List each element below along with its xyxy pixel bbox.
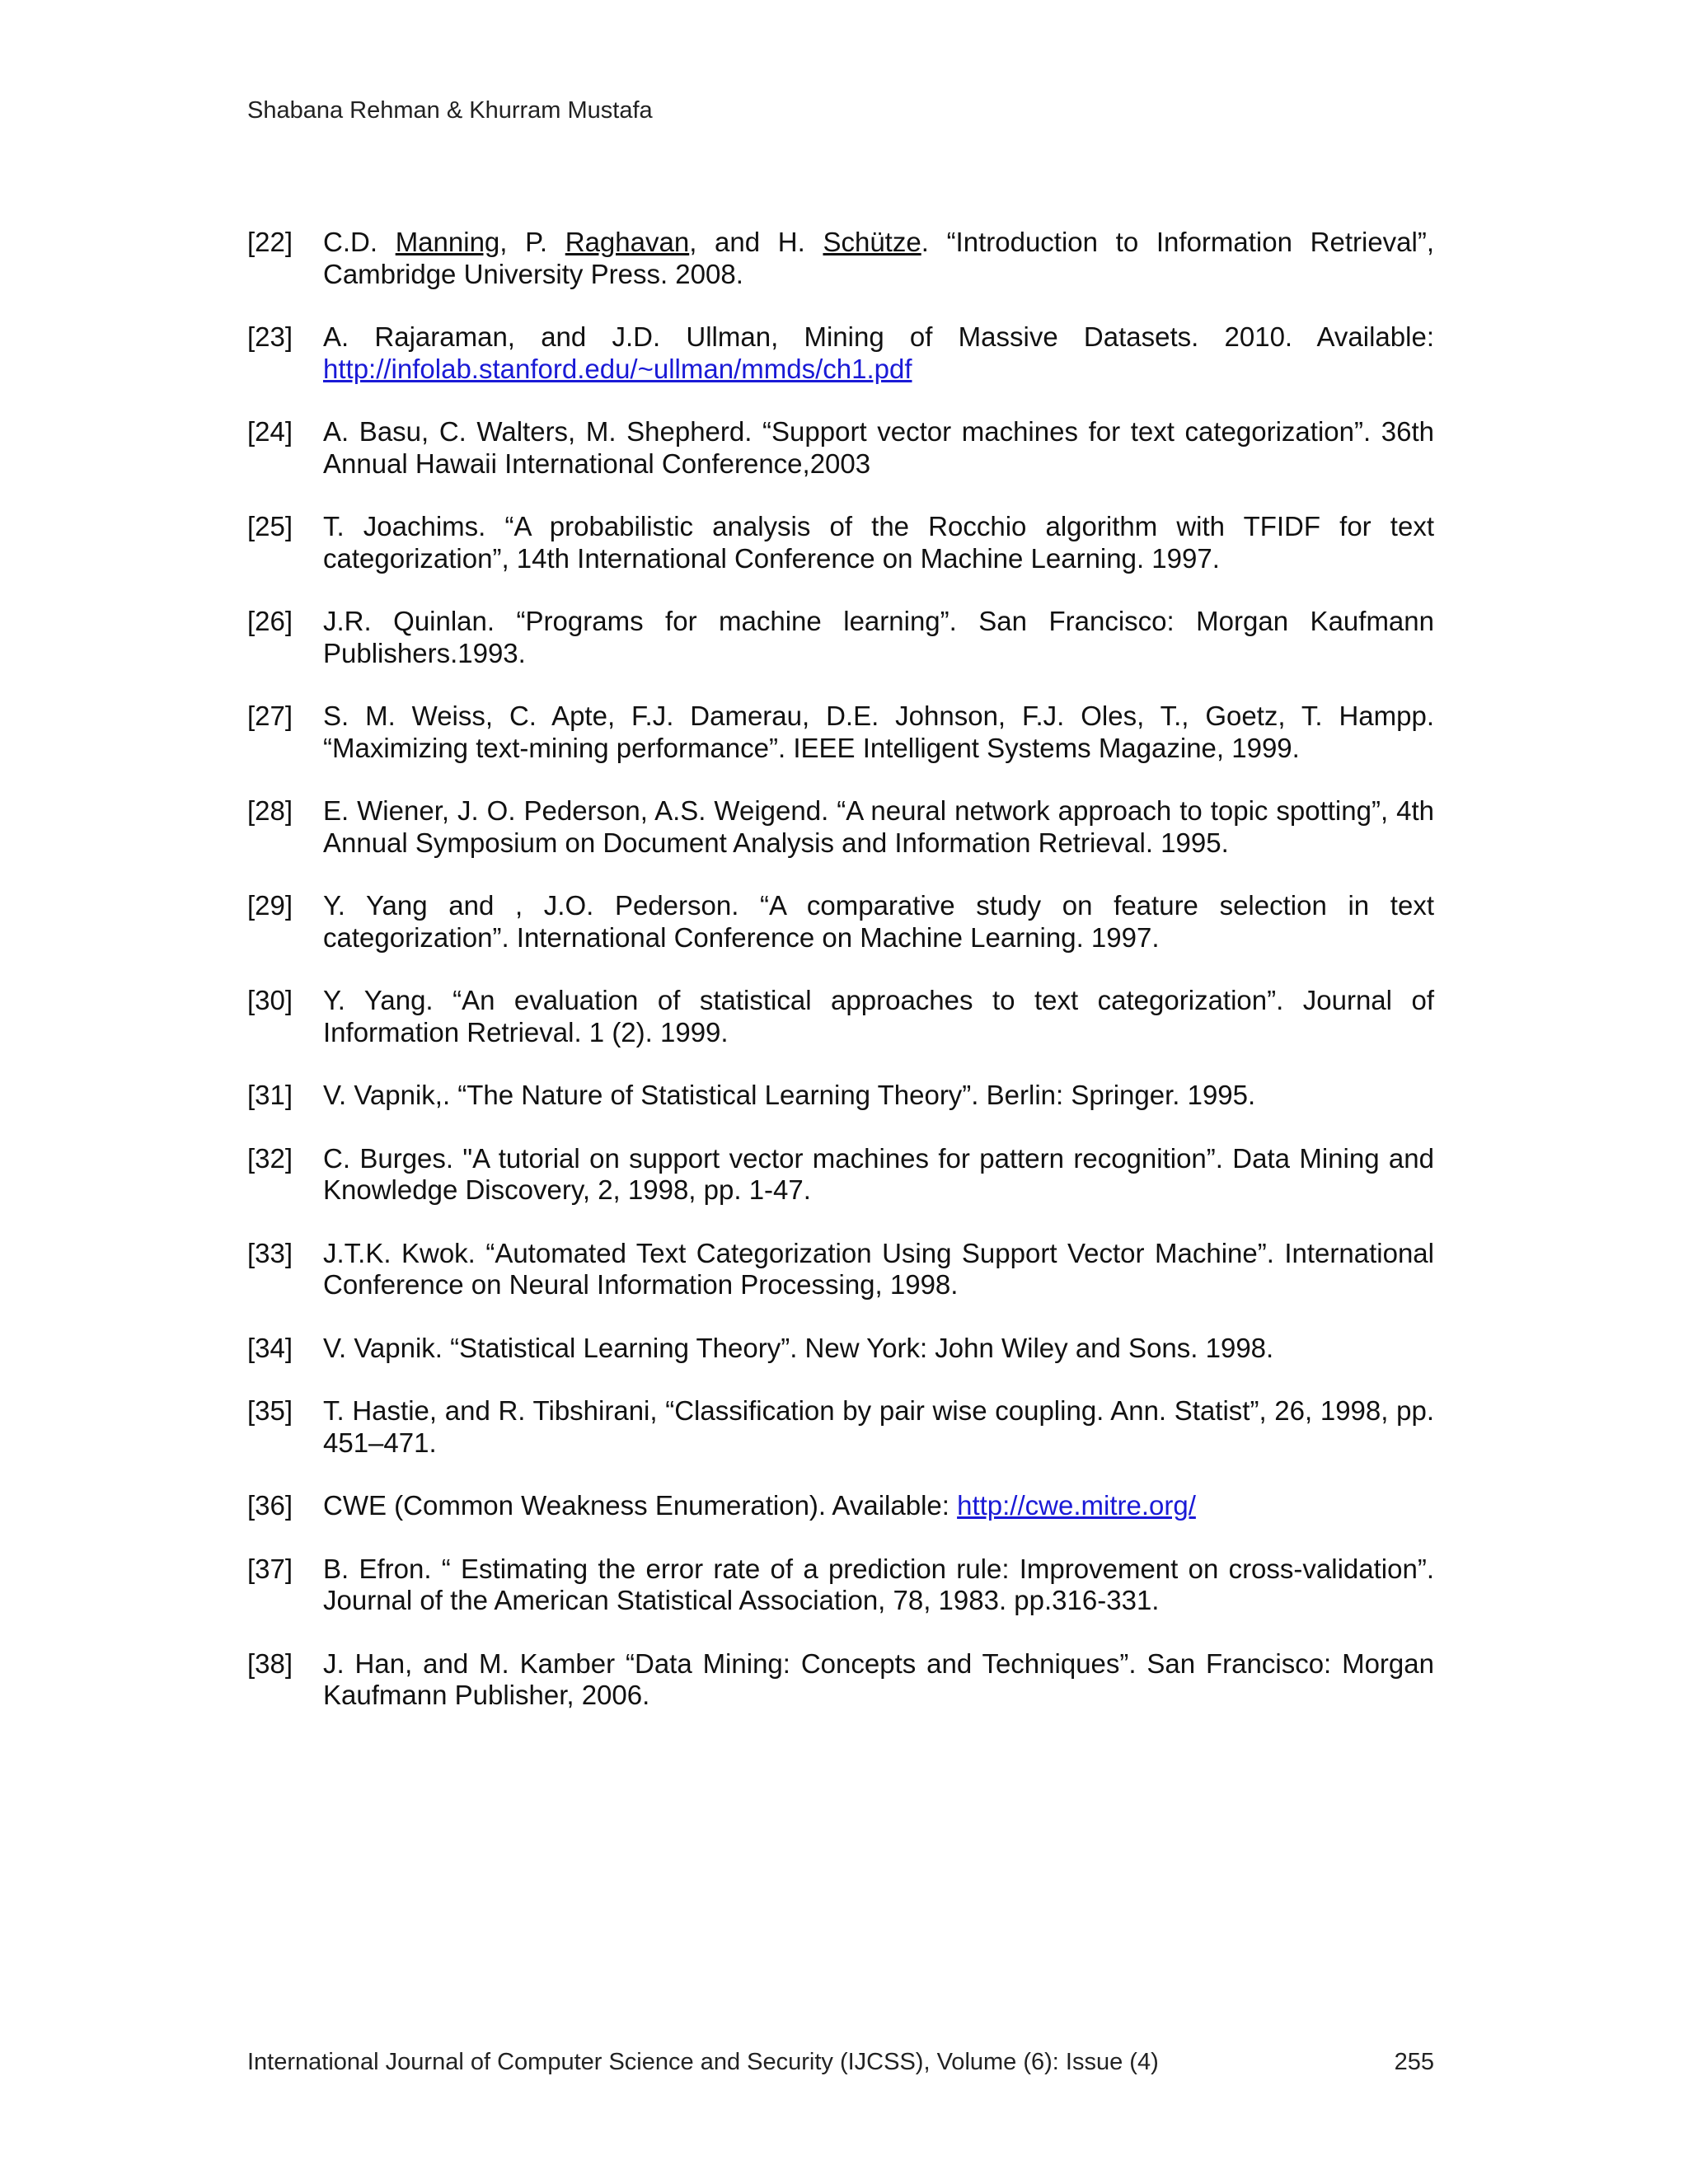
reference-text-segment: C.D. <box>323 227 396 257</box>
reference-item <box>247 1080 1434 1112</box>
reference-number: [23] <box>247 321 293 352</box>
reference-item <box>247 985 1434 1048</box>
reference-text-segment: , P. <box>499 227 565 257</box>
reference-text <box>323 321 1434 385</box>
running-footer <box>247 2047 1434 2077</box>
reference-item <box>247 1143 1434 1207</box>
reference-item <box>247 1490 1434 1522</box>
reference-item <box>247 1333 1434 1365</box>
reference-text <box>323 1333 1434 1365</box>
reference-link[interactable]: http://cwe.mitre.org/ <box>957 1490 1196 1521</box>
running-header <box>247 96 653 125</box>
reference-text <box>323 1490 1434 1522</box>
reference-text <box>323 985 1434 1048</box>
reference-number: [35] <box>247 1395 293 1426</box>
reference-item <box>247 1238 1434 1301</box>
reference-text-segment: V. Vapnik. “Statistical Learning Theory”. New York: John Wiley and Sons. 1998. <box>323 1332 1274 1363</box>
reference-text <box>323 701 1434 764</box>
reference-item <box>247 1648 1434 1712</box>
reference-number: [26] <box>247 606 293 636</box>
underlined-author: Schütze <box>823 227 921 257</box>
reference-number: [34] <box>247 1332 293 1363</box>
reference-number: [28] <box>247 795 293 826</box>
reference-text <box>323 606 1434 669</box>
reference-text-segment: Y. Yang. “An evaluation of statistical approaches to text categorization”. Journal of Information Retrieval. 1 (2). 1999. <box>323 985 1434 1047</box>
page-number: 255 <box>1394 2049 1434 2075</box>
reference-number: [25] <box>247 511 293 541</box>
reference-text-segment: E. Wiener, J. O. Pederson, A.S. Weigend. “A neural network approach to topic spotting”, 4th Annual Symposium on Document Analysis and Information Retrieval. 1995. <box>323 795 1434 858</box>
reference-item <box>247 416 1434 480</box>
reference-text <box>323 1143 1434 1207</box>
reference-text <box>323 1238 1434 1301</box>
reference-item <box>247 701 1434 764</box>
reference-item <box>247 227 1434 290</box>
reference-text-segment: J.T.K. Kwok. “Automated Text Categorization Using Support Vector Machine”. International Conference on Neural Information Processing, 1998. <box>323 1237 1434 1300</box>
reference-number: [32] <box>247 1142 293 1174</box>
header-authors: Shabana Rehman & Khurram Mustafa <box>247 97 653 124</box>
reference-text-segment: C. Burges. "A tutorial on support vector machines for pattern recognition”. Data Mining and Knowledge Discovery, 2, 1998, pp. 1-47. <box>323 1142 1434 1205</box>
reference-number: [37] <box>247 1553 293 1584</box>
reference-text-segment: J. Han, and M. Kamber “Data Mining: Concepts and Techniques”. San Francisco: Morgan Kaufmann Publisher, 2006. <box>323 1647 1434 1710</box>
reference-text-segment: , and H. <box>689 227 823 257</box>
reference-text-segment: B. Efron. “ Estimating the error rate of a prediction rule: Improvement on cross-validation”. Journal of the American Statistical Association, 78, 1983. pp.316-331. <box>323 1553 1434 1615</box>
reference-link[interactable]: http://infolab.stanford.edu/~ullman/mmds/ch1.pdf <box>323 353 912 384</box>
reference-text-segment: A. Basu, C. Walters, M. Shepherd. “Support vector machines for text categorization”. 36th Annual Hawaii International Conference,2003 <box>323 416 1434 479</box>
reference-text-segment: CWE (Common Weakness Enumeration). Available: <box>323 1490 958 1521</box>
reference-number: [30] <box>247 985 293 1015</box>
reference-text <box>323 890 1434 954</box>
reference-number: [38] <box>247 1647 293 1679</box>
reference-text <box>323 795 1434 859</box>
reference-text <box>323 227 1434 290</box>
reference-text <box>323 416 1434 480</box>
reference-text <box>323 1648 1434 1712</box>
reference-list <box>247 227 1434 1743</box>
underlined-author: Raghavan <box>565 227 690 257</box>
reference-number: [27] <box>247 701 293 731</box>
reference-item <box>247 890 1434 954</box>
reference-text-segment: J.R. Quinlan. “Programs for machine learning”. San Francisco: Morgan Kaufmann Publishers.1993. <box>323 606 1434 668</box>
reference-text <box>323 511 1434 574</box>
reference-text-segment: Y. Yang and , J.O. Pederson. “A comparative study on feature selection in text categorization”. International Conference on Machine Learning. 1997. <box>323 890 1434 953</box>
underlined-author: Manning <box>395 227 500 257</box>
reference-text <box>323 1080 1434 1112</box>
reference-number: [31] <box>247 1080 293 1110</box>
reference-text-segment: T. Joachims. “A probabilistic analysis of the Rocchio algorithm with TFIDF for text categorization”, 14th International Conference on Machine Learning. 1997. <box>323 511 1434 574</box>
reference-text-segment: . “Introduction to Information Retrieval”, Cambridge University Press. 2008. <box>323 227 1435 289</box>
reference-text-segment: S. M. Weiss, C. Apte, F.J. Damerau, D.E. Johnson, F.J. Oles, T., Goetz, T. Hampp. “Maximizing text-mining performance”. IEEE Intelligent Systems Magazine, 1999. <box>323 701 1434 763</box>
reference-item <box>247 606 1434 669</box>
reference-item <box>247 1395 1434 1459</box>
reference-number: [36] <box>247 1490 293 1521</box>
reference-text-segment: T. Hastie, and R. Tibshirani, “Classification by pair wise coupling. Ann. Statist”, 26, 1998, pp. 451–471. <box>323 1395 1434 1458</box>
reference-item <box>247 795 1434 859</box>
reference-number: [22] <box>247 227 293 257</box>
reference-text <box>323 1395 1434 1459</box>
reference-text <box>323 1554 1434 1617</box>
reference-number: [24] <box>247 416 293 447</box>
reference-text-segment: A. Rajaraman, and J.D. Ullman, Mining of Massive Datasets. 2010. Available: <box>323 321 1434 352</box>
reference-text-segment: V. Vapnik,. “The Nature of Statistical Learning Theory”. Berlin: Springer. 1995. <box>323 1080 1256 1110</box>
footer-journal: International Journal of Computer Science and Security (IJCSS), Volume (6): Issue (4) <box>247 2049 1159 2075</box>
reference-item <box>247 321 1434 385</box>
reference-number: [29] <box>247 890 293 921</box>
reference-number: [33] <box>247 1237 293 1268</box>
reference-item <box>247 511 1434 574</box>
reference-item <box>247 1554 1434 1617</box>
